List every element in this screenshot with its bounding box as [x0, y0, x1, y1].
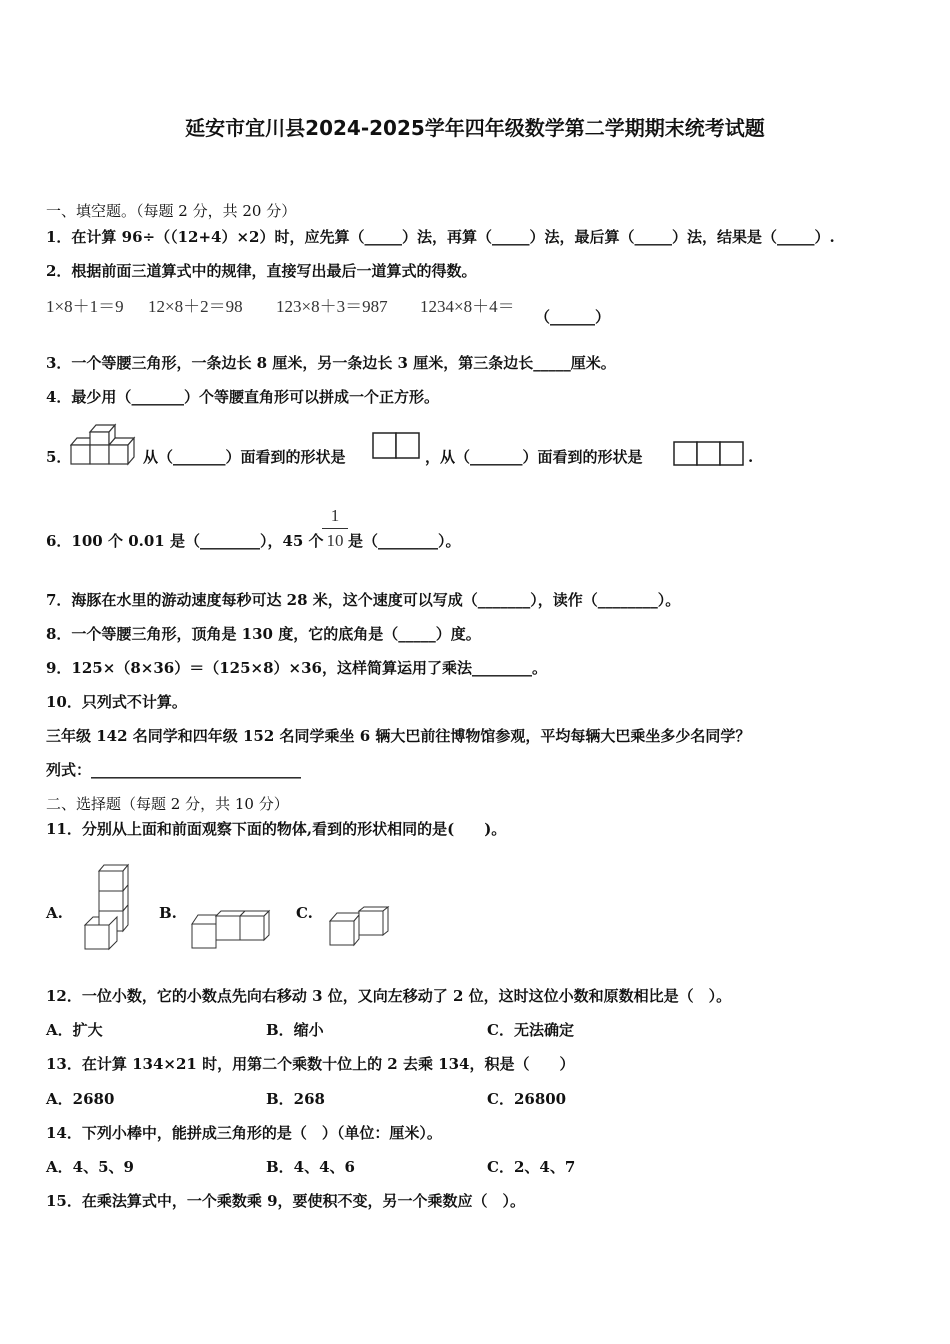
- question-14-option-a: A．4、5、9: [46, 1158, 134, 1176]
- question-7: 7．海豚在水里的游动速度每秒可达 28 米，这个速度可以写成（_______），读作（________）。: [46, 591, 681, 609]
- equation-2: 12×8＋2＝98: [148, 297, 243, 316]
- question-11-option-b-label: B.: [159, 904, 177, 922]
- question-8: 8．一个等腰三角形，顶角是 130 度，它的底角是（_____）度。: [46, 625, 481, 643]
- question-5-number: 5．: [46, 448, 72, 466]
- fraction-one-tenth: [322, 506, 348, 551]
- question-5-view-shape-three-squares: [673, 441, 745, 467]
- section-1-heading: 一、填空题。（每题 2 分，共 20 分）: [46, 202, 297, 220]
- question-13-option-b: B．268: [266, 1090, 325, 1108]
- question-5-part-1: 从（_______）面看到的形状是: [143, 448, 346, 466]
- question-9: 9．125×（8×36）＝（125×8）×36，这样简算运用了乘法________。: [46, 659, 547, 677]
- equation-1: 1×8＋1＝9: [46, 297, 124, 316]
- question-12-option-c: C．无法确定: [487, 1021, 574, 1039]
- question-12-stem: 12．一位小数，它的小数点先向右移动 3 位，又向左移动了 2 位，这时这位小数和原数相比是（ ）。: [46, 987, 732, 1005]
- question-4: 4．最少用（_______）个等腰直角形可以拼成一个正方形。: [46, 388, 439, 406]
- question-11-option-a-label: A.: [46, 904, 63, 922]
- question-14-option-b: B．4、4、6: [266, 1158, 355, 1176]
- question-2-answer-blank: （______）: [535, 308, 611, 326]
- question-3: 3．一个等腰三角形，一条边长 8 厘米，另一条边长 3 厘米，第三条边长_____厘米。: [46, 354, 616, 372]
- question-10-stem: 10．只列式不计算。: [46, 693, 187, 711]
- question-11-option-b-figure: [190, 909, 272, 951]
- question-12-option-b: B．缩小: [266, 1021, 324, 1039]
- equation-3: 123×8＋3＝987: [276, 297, 388, 316]
- question-5-end: .: [748, 448, 754, 466]
- question-14-stem: 14．下列小棒中，能拼成三角形的是（ ）（单位：厘米）。: [46, 1124, 442, 1142]
- fraction-denominator: 10: [326, 531, 344, 550]
- question-5-view-shape-two-squares: [372, 432, 422, 460]
- question-13-option-c: C．26800: [487, 1090, 567, 1108]
- question-10-formula-line: 列式：____________________________: [46, 761, 302, 779]
- question-12-option-a: A．扩大: [46, 1021, 103, 1039]
- question-13-stem: 13．在计算 134×21 时，用第二个乘数十位上的 2 去乘 134，积是（ ）: [46, 1055, 575, 1073]
- question-14-option-c: C．2、4、7: [487, 1158, 576, 1176]
- question-5-cube-figure: [70, 422, 142, 468]
- section-2-heading: 二、选择题（每题 2 分，共 10 分）: [46, 795, 289, 813]
- question-1: 1．在计算 96÷（（12+4）×2）时，应先算（_____）法，再算（_____）法，最后算（_____）法，结果是（_____）.: [46, 228, 835, 246]
- fraction-numerator: 1: [330, 506, 340, 525]
- question-13-option-a: A．2680: [46, 1090, 115, 1108]
- page-title: 延安市宜川县2024-2025学年四年级数学第二学期期末统考试题: [185, 116, 765, 140]
- question-5-part-2: ，从（_______）面看到的形状是: [425, 448, 643, 466]
- equation-4: 1234×8＋4＝: [420, 297, 515, 316]
- question-6-part-1: 6．100 个 0.01 是（________），45 个: [46, 532, 324, 550]
- question-11-stem: 11．分别从上面和前面观察下面的物体,看到的形状相同的是( )。: [46, 820, 507, 838]
- question-11-option-c-figure: [328, 906, 392, 948]
- question-15: 15．在乘法算式中，一个乘数乘 9，要使积不变，另一个乘数应（ ）。: [46, 1192, 526, 1210]
- question-6-part-2: 是（________）。: [348, 532, 461, 550]
- question-11-option-a-figure: [82, 862, 132, 952]
- question-2-stem: 2．根据前面三道算式中的规律，直接写出最后一道算式的得数。: [46, 262, 477, 280]
- question-11-option-c-label: C.: [296, 904, 313, 922]
- fraction-bar: [322, 528, 348, 529]
- question-10-text: 三年级 142 名同学和四年级 152 名同学乘坐 6 辆大巴前往博物馆参观，平均每辆大巴乘坐多少名同学？: [46, 727, 751, 745]
